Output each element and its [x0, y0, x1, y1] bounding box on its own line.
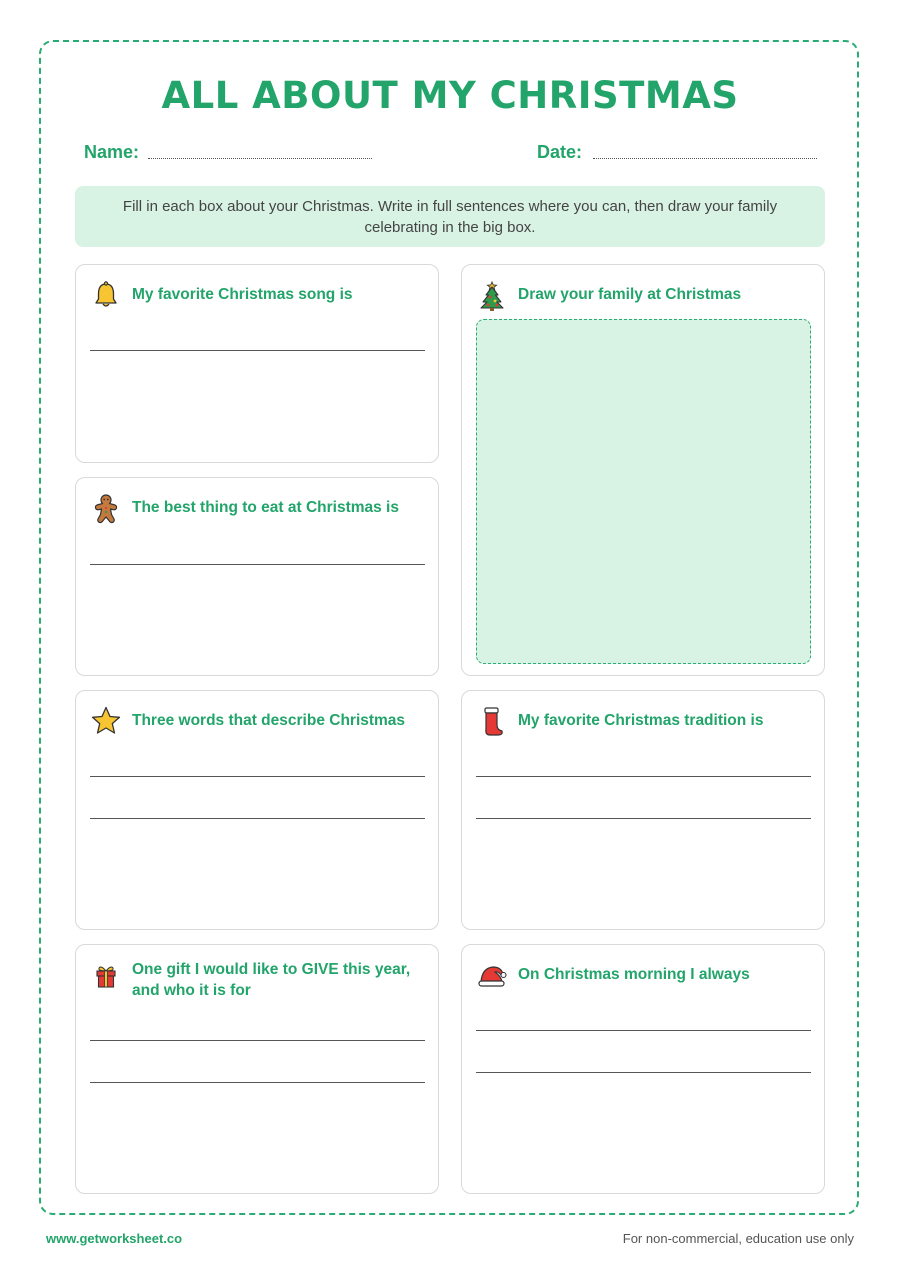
words-card — [75, 690, 439, 930]
answer-line[interactable] — [476, 1030, 811, 1031]
draw-card-title: Draw your family at Christmas — [518, 286, 742, 303]
answer-line[interactable] — [476, 818, 811, 819]
name-label: Name: — [84, 142, 140, 162]
draw-card — [461, 264, 825, 676]
morning-card-title: On Christmas morning I always — [518, 966, 750, 983]
date-field[interactable] — [593, 158, 817, 159]
gift-card — [75, 944, 439, 1194]
gift-card-title: One gift I would like to GIVE this year, and who it is for — [132, 961, 411, 999]
answer-line[interactable] — [476, 776, 811, 777]
star-icon — [90, 705, 122, 737]
answer-line[interactable] — [90, 1082, 425, 1083]
stocking-icon — [476, 705, 508, 737]
answer-line[interactable] — [90, 564, 425, 565]
answer-line[interactable] — [476, 1072, 811, 1073]
instructions-panel — [75, 186, 825, 247]
eat-card-title: The best thing to eat at Christmas is — [132, 499, 399, 516]
tradition-card — [461, 690, 825, 930]
bell-icon — [90, 279, 122, 311]
morning-card — [461, 944, 825, 1194]
words-card-title: Three words that describe Christmas — [132, 712, 406, 729]
footer-site: www.getworksheet.co — [46, 1231, 183, 1246]
answer-line[interactable] — [90, 776, 425, 777]
date-label: Date: — [537, 142, 583, 162]
song-card — [75, 264, 439, 463]
christmas-tree-icon — [476, 279, 508, 311]
song-card-title: My favorite Christmas song is — [132, 286, 353, 303]
answer-line[interactable] — [90, 350, 425, 351]
santa-hat-icon — [476, 959, 508, 991]
tradition-card-title: My favorite Christmas tradition is — [518, 712, 764, 729]
gift-icon — [90, 959, 122, 991]
page-title: ALL ABOUT MY CHRISTMAS — [161, 74, 739, 117]
answer-line[interactable] — [90, 1040, 425, 1041]
footer-note: For non-commercial, education use only — [622, 1231, 854, 1246]
gingerbread-man-icon — [90, 492, 122, 524]
eat-card — [75, 477, 439, 676]
drawing-area[interactable] — [476, 319, 811, 664]
instructions-text: Fill in each box about your Christmas. Write in full sentences where you can, then draw your family celebrating in the big box. — [122, 197, 778, 236]
name-field[interactable] — [148, 158, 372, 159]
answer-line[interactable] — [90, 818, 425, 819]
